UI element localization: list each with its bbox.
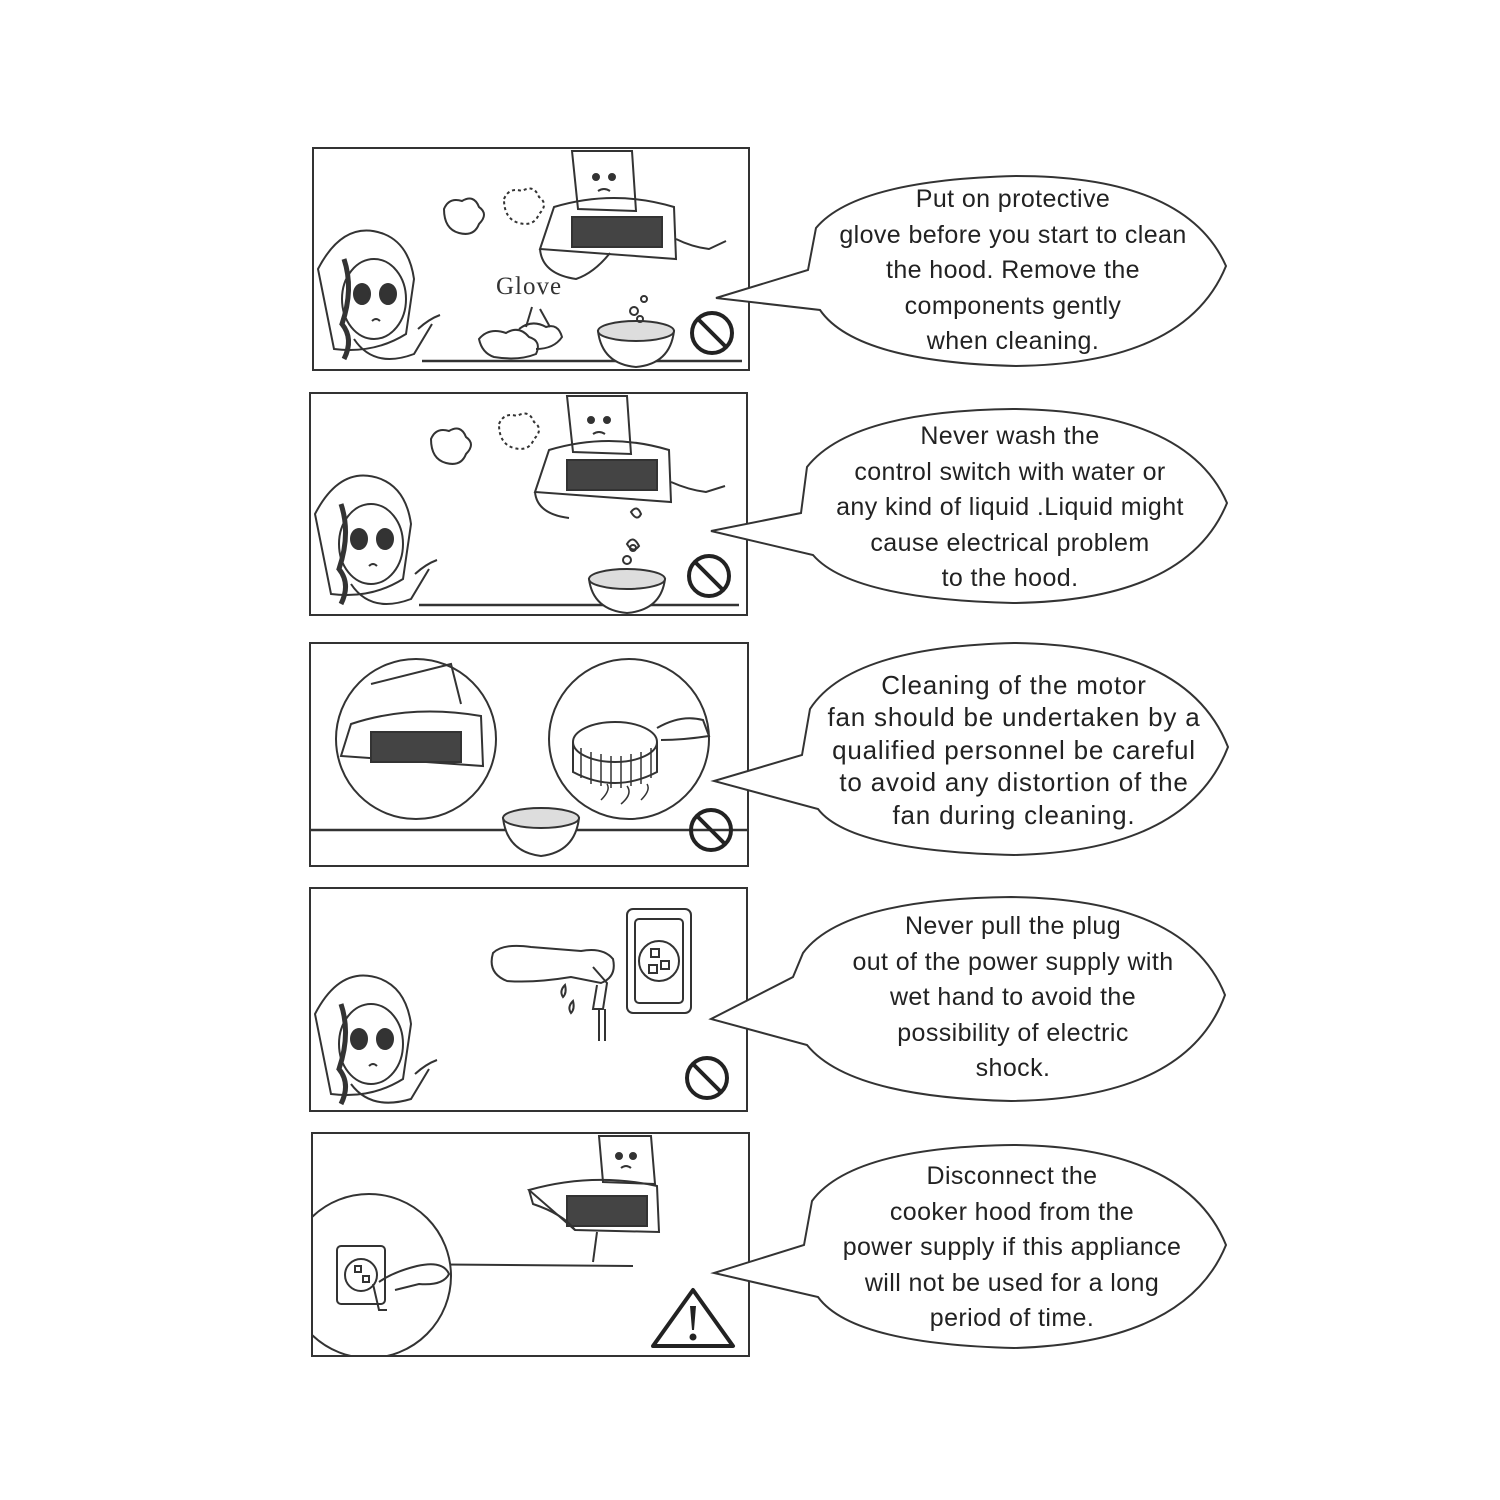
caption-line: to the hood. <box>941 564 1079 593</box>
caption-line: cooker hood from the <box>889 1197 1135 1226</box>
range-hood-closeup <box>336 659 496 819</box>
caption-text-2 <box>811 413 1209 603</box>
range-hood-cartoon <box>529 1136 659 1232</box>
caption-line: fan should be undertaken by a <box>827 702 1201 733</box>
illustration-panel-2 <box>309 392 748 616</box>
illustration-panel-4 <box>309 887 748 1112</box>
caption-line: fan during cleaning. <box>892 799 1136 830</box>
caption-line: control switch with water or <box>854 457 1166 486</box>
speech-bubble-3 <box>714 641 1232 859</box>
speech-bubble-1 <box>716 158 1232 380</box>
girl-cartoon <box>315 476 437 604</box>
illustration-panel-3 <box>309 642 749 867</box>
wet-hand-plug <box>492 946 614 1041</box>
caption-text-5 <box>814 1153 1210 1343</box>
girl-cartoon <box>315 976 437 1104</box>
caption-line: Cleaning of the motor <box>881 669 1147 700</box>
glove-label: Glove <box>496 273 563 300</box>
caption-line: components gently <box>904 291 1122 320</box>
range-hood-cartoon <box>535 396 725 518</box>
caption-line: glove before you start to clean <box>839 220 1187 249</box>
caption-line: when cleaning. <box>926 327 1100 356</box>
caption-line: Never pull the plug <box>904 912 1122 941</box>
caption-line: any kind of liquid .Liquid might <box>836 493 1184 522</box>
speech-bubble-4 <box>711 895 1231 1105</box>
wall-socket <box>627 909 691 1013</box>
caption-line: power supply if this appliance <box>842 1233 1182 1262</box>
caption-text-1 <box>812 176 1214 366</box>
caption-line: Disconnect the <box>926 1162 1098 1191</box>
caption-line: period of time. <box>929 1304 1095 1333</box>
speech-bubble-5 <box>714 1143 1230 1352</box>
caption-line: to avoid any distortion of the <box>839 767 1189 798</box>
caption-line: possibility of electric <box>897 1018 1129 1047</box>
caption-text-4 <box>813 903 1213 1093</box>
caption-line: wet hand to avoid the <box>889 983 1137 1012</box>
speech-bubble-2 <box>711 405 1231 610</box>
socket-closeup <box>313 1194 451 1357</box>
illustration-panel-5 <box>311 1132 750 1357</box>
motor-fan-closeup <box>549 659 709 819</box>
caption-text-3 <box>812 655 1216 845</box>
caption-line: will not be used for a long <box>864 1268 1160 1297</box>
caption-line: shock. <box>975 1054 1051 1083</box>
caption-line: Put on protective <box>915 185 1111 214</box>
caption-line: qualified personnel be careful <box>832 734 1196 765</box>
caption-line: cause electrical problem <box>870 528 1150 557</box>
caption-line: Never wash the <box>920 422 1100 451</box>
caption-line: out of the power supply with <box>852 947 1174 976</box>
girl-cartoon <box>318 231 440 359</box>
illustration-panel-1 <box>312 147 750 371</box>
caption-line: the hood. Remove the <box>885 256 1140 285</box>
range-hood-cartoon <box>540 151 726 279</box>
